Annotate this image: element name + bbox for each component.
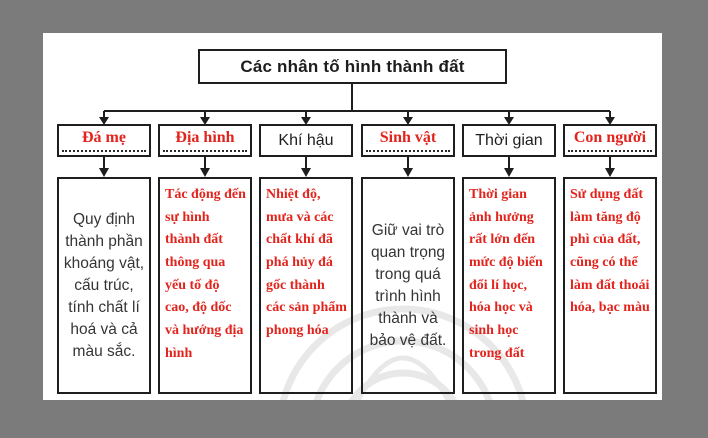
factor-label: Địa hình	[175, 128, 235, 146]
factor-label: Thời gian	[475, 131, 543, 149]
factor-column	[57, 0, 151, 438]
factor-label: Khí hậu	[278, 131, 334, 149]
factor-description: Tác động đến sự hình thành đất thông qua yếu tố độ cao, độ dốc và hướng địa hình	[165, 187, 246, 361]
factor-column	[563, 0, 657, 438]
factor-description-box	[57, 177, 151, 394]
factor-label-box	[361, 124, 455, 157]
dotted-underline	[366, 150, 450, 152]
factor-description: Sử dụng đất làm tăng độ phì của đất, cũng có thể làm đất thoái hóa, bạc màu	[570, 187, 650, 316]
factor-column	[361, 0, 455, 438]
factor-label: Đá mẹ	[82, 128, 126, 146]
factor-label: Con người	[573, 128, 647, 146]
factor-column	[462, 0, 556, 438]
factor-label-box	[462, 124, 556, 157]
factor-label: Sinh vật	[379, 128, 437, 146]
diagram-title: Các nhân tố hình thành đất	[240, 56, 465, 76]
factor-label-box	[563, 124, 657, 157]
factor-description-box	[259, 177, 353, 394]
dotted-underline	[163, 150, 247, 152]
factor-description-box	[158, 177, 252, 394]
dotted-underline	[62, 150, 146, 152]
factor-description: Thời gian ảnh hưởng rất lớn đến mức độ biến đổi lí học, hóa học và sinh học trong đất	[469, 187, 543, 361]
factor-description-box	[462, 177, 556, 394]
factor-description: Quy định thành phần khoáng vật, cấu trúc, tính chất lí hoá và cả màu sắc.	[63, 210, 145, 360]
factor-description: Giữ vai trò quan trọng trong quá trình hình thành và bảo vệ đất.	[369, 221, 447, 349]
factor-label-box	[158, 124, 252, 157]
factor-label-box	[259, 124, 353, 157]
factor-description-box	[361, 177, 455, 394]
dotted-underline	[568, 150, 652, 152]
factor-description: Nhiệt độ, mưa và các chất khí đã phá hủy đá gốc thành các sản phẩm phong hóa	[266, 187, 347, 339]
factor-label-box	[57, 124, 151, 157]
factor-column	[158, 0, 252, 438]
factor-column	[259, 0, 353, 438]
factor-description-box	[563, 177, 657, 394]
